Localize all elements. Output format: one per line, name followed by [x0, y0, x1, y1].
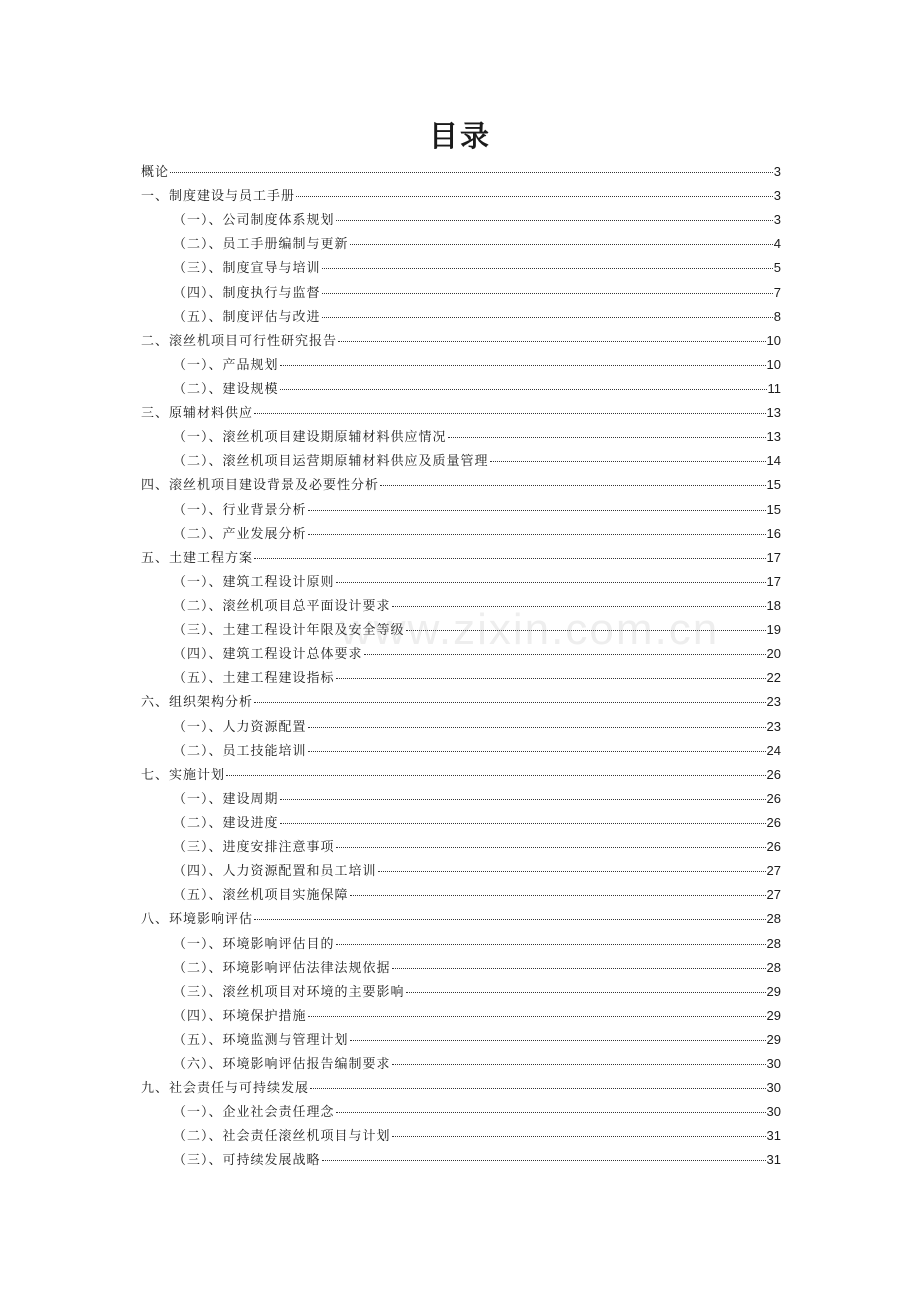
- toc-entry-section[interactable]: [141, 1124, 781, 1148]
- toc-entry-text: （三）、进度安排注意事项: [173, 840, 335, 856]
- toc-dot-leader: [350, 244, 773, 245]
- toc-entry-text: （二）、环境影响评估法律法规依据: [173, 960, 391, 976]
- toc-dot-leader: [406, 992, 766, 993]
- toc-entry-page-number: 11: [767, 380, 781, 396]
- toc-entry-text: （二）、滚丝机项目总平面设计要求: [173, 598, 391, 614]
- toc-dot-leader: [336, 847, 766, 848]
- toc-dot-leader: [392, 1064, 766, 1065]
- toc-entry-section[interactable]: [141, 715, 781, 739]
- toc-entry-chapter[interactable]: [141, 184, 781, 208]
- toc-entry-page-number: 28: [766, 935, 781, 951]
- toc-entry-section[interactable]: [141, 281, 781, 305]
- toc-entry-section[interactable]: [141, 256, 781, 280]
- toc-entry-section[interactable]: [141, 208, 781, 232]
- toc-entry-page-number: 22: [766, 670, 781, 686]
- toc-dot-leader: [254, 702, 766, 703]
- toc-entry-text: （二）、员工技能培训: [173, 743, 307, 759]
- toc-entry-text: （三）、制度宣导与培训: [173, 261, 321, 277]
- toc-entry-text: 三、原辅材料供应: [141, 406, 254, 422]
- toc-entry-page-number: 15: [766, 501, 781, 517]
- toc-entry-text: （二）、社会责任滚丝机项目与计划: [173, 1129, 391, 1145]
- toc-entry-page-number: 10: [766, 356, 781, 372]
- toc-entry-section[interactable]: [141, 883, 781, 907]
- toc-dot-leader: [280, 365, 766, 366]
- toc-entry-text: 八、环境影响评估: [141, 912, 254, 928]
- toc-entry-section[interactable]: [141, 739, 781, 763]
- toc-dot-leader: [406, 630, 766, 631]
- toc-entry-page-number: 23: [766, 718, 781, 734]
- toc-dot-leader: [308, 727, 766, 728]
- toc-dot-leader: [336, 944, 766, 945]
- toc-entry-text: （五）、土建工程建设指标: [173, 671, 335, 687]
- toc-entry-page-number: 15: [766, 477, 781, 493]
- toc-dot-leader: [364, 654, 766, 655]
- toc-dot-leader: [350, 1040, 766, 1041]
- toc-dot-leader: [296, 196, 773, 197]
- toc-entry-section[interactable]: [141, 956, 781, 980]
- toc-entry-page-number: 30: [766, 1104, 781, 1120]
- toc-entry-page-number: 29: [766, 1031, 781, 1047]
- toc-entry-page-number: 5: [773, 260, 781, 276]
- toc-entry-page-number: 24: [766, 742, 781, 758]
- toc-entry-section[interactable]: [141, 787, 781, 811]
- toc-entry-text: （三）、土建工程设计年限及安全等级: [173, 623, 405, 639]
- toc-entry-section[interactable]: [141, 932, 781, 956]
- toc-entry-page-number: 17: [766, 573, 781, 589]
- toc-entry-page-number: 14: [766, 453, 781, 469]
- toc-entry-page-number: 27: [766, 887, 781, 903]
- toc-entry-text: （一）、建设周期: [173, 791, 279, 807]
- toc-entry-text: 二、滚丝机项目可行性研究报告: [141, 333, 338, 349]
- toc-entry-text: 一、制度建设与员工手册: [141, 189, 296, 205]
- toc-entry-text: （四）、环境保护措施: [173, 1008, 307, 1024]
- toc-dot-leader: [392, 968, 766, 969]
- toc-dot-leader: [280, 799, 766, 800]
- toc-entry-text: （一）、环境影响评估目的: [173, 936, 335, 952]
- toc-entry-page-number: 30: [766, 1080, 781, 1096]
- toc-entry-text: 五、土建工程方案: [141, 550, 254, 566]
- toc-entry-chapter[interactable]: [141, 160, 781, 184]
- toc-entry-text: 九、社会责任与可持续发展: [141, 1081, 310, 1097]
- toc-entry-text: （四）、建筑工程设计总体要求: [173, 647, 363, 663]
- toc-dot-leader: [254, 413, 766, 414]
- toc-entry-text: （一）、人力资源配置: [173, 719, 307, 735]
- toc-dot-leader: [170, 172, 773, 173]
- toc-entry-text: （一）、建筑工程设计原则: [173, 574, 335, 590]
- toc-entry-text: 四、滚丝机项目建设背景及必要性分析: [141, 478, 380, 494]
- toc-dot-leader: [338, 341, 766, 342]
- toc-entry-section[interactable]: [141, 594, 781, 618]
- toc-entry-page-number: 20: [766, 646, 781, 662]
- toc-entry-chapter[interactable]: [141, 763, 781, 787]
- toc-entry-text: （五）、制度评估与改进: [173, 309, 321, 325]
- toc-entry-text: （四）、制度执行与监督: [173, 285, 321, 301]
- toc-entry-page-number: 26: [766, 790, 781, 806]
- toc-entry-page-number: 3: [773, 164, 781, 179]
- toc-entry-section[interactable]: [141, 859, 781, 883]
- toc-entry-text: （二）、滚丝机项目运营期原辅材料供应及质量管理: [173, 454, 489, 470]
- toc-entry-page-number: 17: [766, 549, 781, 565]
- toc-title: 目录: [428, 119, 491, 153]
- toc-dot-leader: [490, 461, 766, 462]
- toc-entry-text: （二）、产业发展分析: [173, 526, 307, 542]
- toc-entry-section[interactable]: [141, 498, 781, 522]
- toc-entry-section[interactable]: [141, 642, 781, 666]
- toc-entry-page-number: 7: [773, 284, 781, 300]
- toc-entry-section[interactable]: [141, 811, 781, 835]
- toc-entry-text: （三）、可持续发展战略: [173, 1153, 321, 1169]
- toc-entry-page-number: 28: [766, 959, 781, 975]
- toc-entry-page-number: 28: [766, 911, 781, 927]
- toc-entry-page-number: 19: [766, 622, 781, 638]
- toc-dot-leader: [226, 775, 766, 776]
- toc-entry-text: （一）、公司制度体系规划: [173, 213, 335, 229]
- toc-dot-leader: [336, 220, 773, 221]
- toc-entry-section[interactable]: [141, 522, 781, 546]
- toc-entry-chapter[interactable]: [141, 329, 781, 353]
- toc-entry-page-number: 10: [766, 332, 781, 348]
- toc-entry-section[interactable]: [141, 980, 781, 1004]
- toc-entry-page-number: 26: [766, 766, 781, 782]
- toc-dot-leader: [322, 293, 773, 294]
- toc-entry-section[interactable]: [141, 353, 781, 377]
- toc-dot-leader: [254, 919, 766, 920]
- toc-entry-section[interactable]: [141, 449, 781, 473]
- toc-entry-chapter[interactable]: [141, 1076, 781, 1100]
- toc-dot-leader: [254, 558, 766, 559]
- toc-entry-page-number: 18: [766, 597, 781, 613]
- toc-entry-section[interactable]: [141, 1028, 781, 1052]
- toc-dot-leader: [380, 485, 766, 486]
- toc-entry-section[interactable]: [141, 425, 781, 449]
- toc-entry-text: （五）、滚丝机项目实施保障: [173, 888, 349, 904]
- toc-dot-leader: [448, 437, 766, 438]
- toc-entry-section[interactable]: [141, 618, 781, 642]
- toc-entry-section[interactable]: [141, 305, 781, 329]
- toc-entry-page-number: 29: [766, 983, 781, 999]
- toc-entry-section[interactable]: [141, 1100, 781, 1124]
- toc-entry-text: （六）、环境影响评估报告编制要求: [173, 1057, 391, 1073]
- toc-entry-page-number: 13: [766, 429, 781, 445]
- toc-entry-section[interactable]: [141, 232, 781, 256]
- toc-entry-section[interactable]: [141, 666, 781, 690]
- toc-entry-page-number: 26: [766, 839, 781, 855]
- toc-entry-text: （一）、产品规划: [173, 357, 279, 373]
- toc-list: [141, 160, 781, 1173]
- toc-entry-page-number: 8: [773, 308, 781, 324]
- toc-entry-text: （二）、员工手册编制与更新: [173, 237, 349, 253]
- toc-entry-page-number: 30: [766, 1056, 781, 1072]
- toc-dot-leader: [392, 1136, 766, 1137]
- toc-entry-text: （二）、建设进度: [173, 815, 279, 831]
- toc-entry-section[interactable]: [141, 1004, 781, 1028]
- toc-entry-page-number: 31: [766, 1128, 781, 1144]
- toc-entry-section[interactable]: [141, 377, 781, 401]
- toc-dot-leader: [280, 823, 766, 824]
- toc-dot-leader: [308, 510, 766, 511]
- toc-entry-page-number: 13: [766, 405, 781, 421]
- toc-entry-text: （一）、企业社会责任理念: [173, 1105, 335, 1121]
- toc-entry-text: （五）、环境监测与管理计划: [173, 1032, 349, 1048]
- toc-entry-text: （四）、人力资源配置和员工培训: [173, 864, 377, 880]
- toc-entry-page-number: 26: [766, 814, 781, 830]
- toc-dot-leader: [308, 1016, 766, 1017]
- toc-entry-chapter[interactable]: [141, 473, 781, 497]
- toc-dot-leader: [308, 534, 766, 535]
- toc-entry-text: （一）、行业背景分析: [173, 502, 307, 518]
- toc-dot-leader: [378, 871, 766, 872]
- toc-dot-leader: [392, 606, 766, 607]
- toc-entry-text: 七、实施计划: [141, 767, 226, 783]
- toc-entry-text: （一）、滚丝机项目建设期原辅材料供应情况: [173, 430, 447, 446]
- toc-dot-leader: [322, 1160, 766, 1161]
- toc-dot-leader: [336, 582, 766, 583]
- toc-entry-page-number: 27: [766, 863, 781, 879]
- watermark: www.zixin.com.cn: [340, 605, 720, 654]
- toc-dot-leader: [350, 895, 766, 896]
- toc-dot-leader: [280, 389, 767, 390]
- toc-dot-leader: [322, 268, 773, 269]
- toc-entry-page-number: 4: [773, 236, 781, 252]
- toc-entry-chapter[interactable]: [141, 401, 781, 425]
- toc-entry-chapter[interactable]: [141, 546, 781, 570]
- toc-entry-section[interactable]: [141, 835, 781, 859]
- toc-entry-section[interactable]: [141, 1052, 781, 1076]
- toc-dot-leader: [310, 1088, 766, 1089]
- toc-dot-leader: [336, 678, 766, 679]
- toc-entry-text: 概论: [141, 165, 170, 180]
- toc-dot-leader: [322, 317, 773, 318]
- toc-entry-chapter[interactable]: [141, 690, 781, 714]
- toc-entry-page-number: 23: [766, 694, 781, 710]
- toc-entry-section[interactable]: [141, 1148, 781, 1172]
- toc-entry-page-number: 3: [773, 212, 781, 228]
- toc-dot-leader: [336, 1112, 766, 1113]
- toc-dot-leader: [308, 751, 766, 752]
- toc-entry-text: （二）、建设规模: [173, 381, 279, 397]
- toc-entry-page-number: 31: [766, 1152, 781, 1168]
- toc-entry-page-number: 16: [766, 525, 781, 541]
- toc-entry-text: 六、组织架构分析: [141, 695, 254, 711]
- toc-entry-page-number: 29: [766, 1007, 781, 1023]
- toc-entry-page-number: 3: [773, 188, 781, 204]
- toc-entry-chapter[interactable]: [141, 907, 781, 931]
- toc-entry-text: （三）、滚丝机项目对环境的主要影响: [173, 984, 405, 1000]
- toc-entry-section[interactable]: [141, 570, 781, 594]
